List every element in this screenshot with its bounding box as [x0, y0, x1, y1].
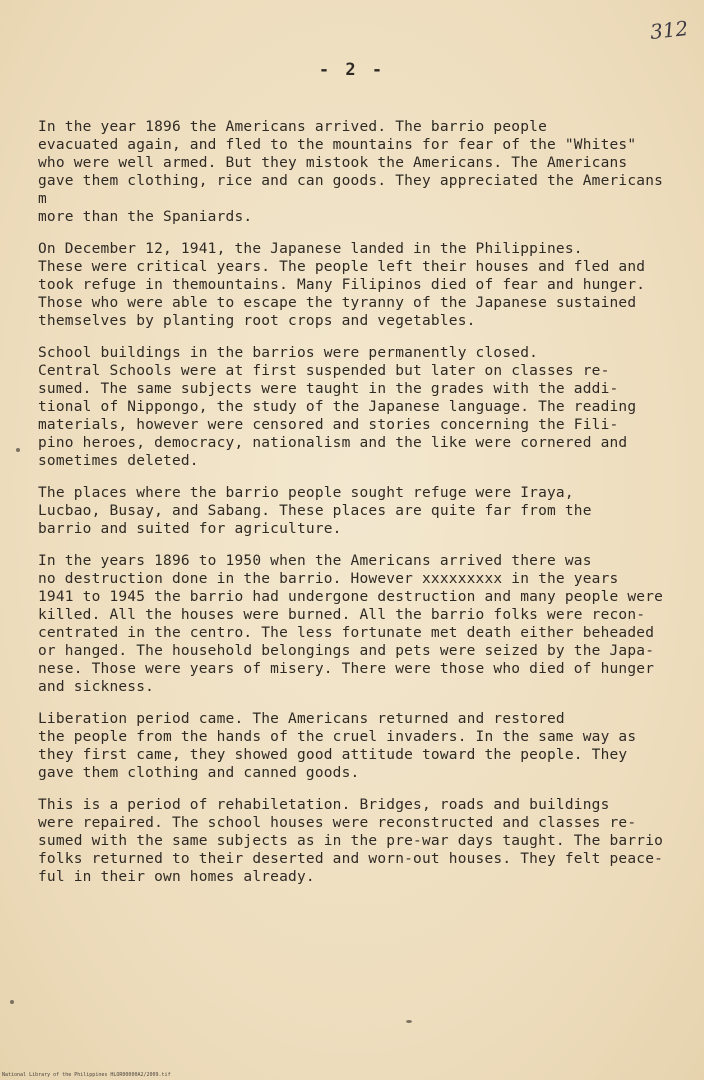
stain-mark	[16, 448, 20, 452]
stain-mark	[406, 1020, 412, 1023]
stain-mark	[10, 1000, 14, 1004]
paragraph-japanese-landing: On December 12, 1941, the Japanese landed in the Philippines. These were critical years. The people left their houses and fled and took refuge in themountains. Many Filipinos died of fear and hunger. Those who were able to escape the tyranny of the Japanese sustained themselves by planting root crops and vegetables.	[38, 241, 646, 329]
paragraph-liberation: Liberation period came. The Americans returned and restored the people from the hands of the cruel invaders. In the same way as they first came, they showed good attitude toward the people. They gave them clothing and canned goods.	[38, 711, 637, 781]
paragraph-american-arrival: In the year 1896 the Americans arrived. The barrio people evacuated again, and fled to the mountains for fear of the "Whites" who were well armed. But they mistook the Americans. The Americans gave them clothing, rice and can goods. They appreciated the Americans m more than the Spaniards.	[38, 119, 664, 225]
handwritten-page-number: 312	[648, 16, 690, 44]
paragraph-refuge-places: The places where the barrio people sought refuge were Iraya, Lucbao, Busay, and Sabang. These places are quite far from the barrio and suited for agriculture.	[38, 485, 592, 537]
paragraph-schools: School buildings in the barrios were permanently closed. Central Schools were at first suspended but later on classes re- sumed. The same subjects were taught in the grades with the addi- tional of Nippongo, the study of the Japanese language. The reading materials, however were censored and stories concerning the Fili- pino heroes, democracy, nationalism and the like were cornered and sometimes deleted.	[38, 345, 637, 469]
document-body	[38, 118, 678, 900]
archive-footer: National Library of the Philippines HLOR00000A2/2009.tif	[2, 1072, 171, 1078]
paragraph-rehabilitation: This is a period of rehabiletation. Bridges, roads and buildings were repaired. The school houses were reconstructed and classes re- sumed with the same subjects as in the pre-war days taught. The barrio folks returned to their deserted and worn-out houses. They felt peace- ful in their own homes already.	[38, 797, 664, 885]
page-number: - 2 -	[318, 60, 386, 80]
paragraph-destruction: In the years 1896 to 1950 when the Americans arrived there was no destruction done in the barrio. However xxxxxxxxx in the years 1941 to 1945 the barrio had undergone destruction and many people were killed. All the houses were burned. All the barrio folks were recon- centrated in the centro. The less fortunate met death either beheaded or hanged. The household belongings and pets were seized by the Japa- nese. Those were years of misery. There were those who died of hunger and sickness.	[38, 553, 664, 695]
